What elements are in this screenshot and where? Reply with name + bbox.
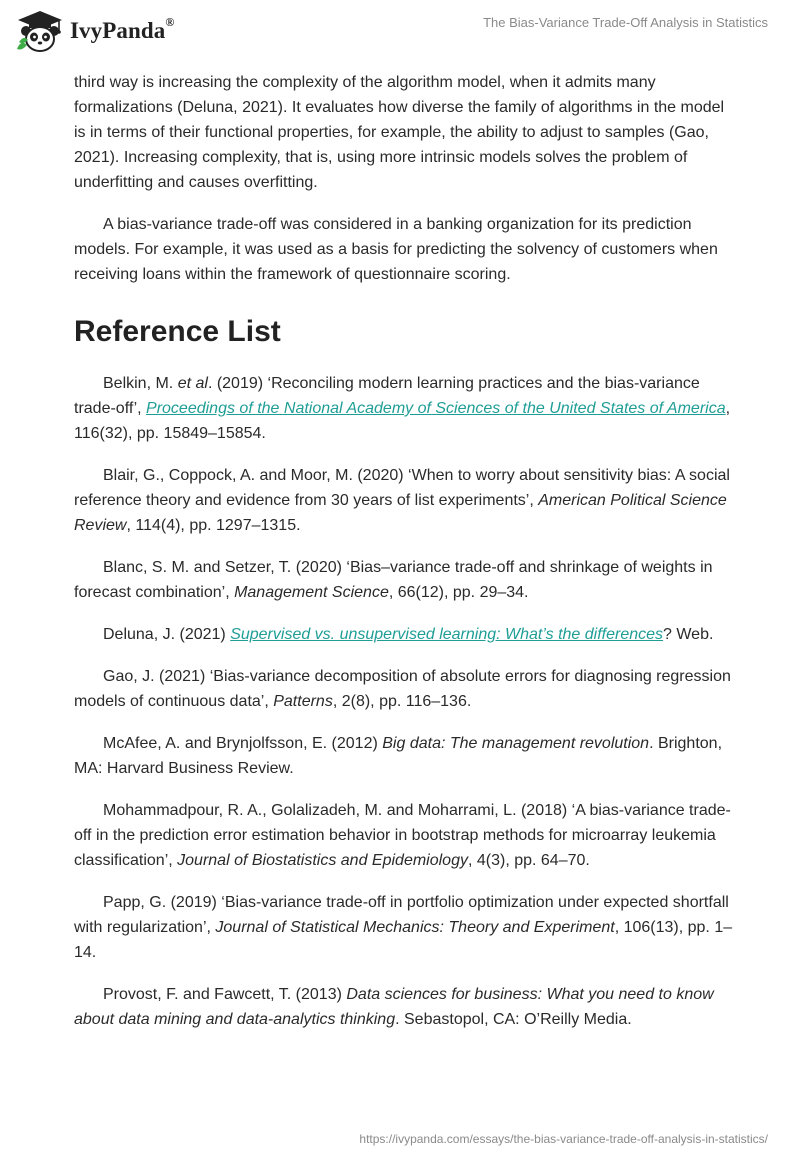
reference-list-heading: Reference List bbox=[74, 315, 281, 348]
reference-item: Papp, G. (2019) ‘Bias-variance trade-off in portfolio optimization under expected shortfall with regularization’, Journal of Statistical Mechanics: Theory and Experiment, 106(13), pp. 1–14. bbox=[74, 894, 733, 961]
essay-content bbox=[74, 70, 734, 1049]
reference-item: Provost, F. and Fawcett, T. (2013) Data sciences for business: What you need to know about data mining and data-analytics thinking. Sebastopol, CA: O’Reilly Media. bbox=[74, 986, 714, 1028]
reference-item: Deluna, J. (2021) Supervised vs. unsupervised learning: What’s the differences? Web. bbox=[103, 626, 714, 643]
reference-item: Blanc, S. M. and Setzer, T. (2020) ‘Bias–variance trade-off and shrinkage of weights in forecast combination’, Management Science, 66(12), pp. 29–34. bbox=[74, 559, 713, 601]
footer-url[interactable]: https://ivypanda.com/essays/the-bias-variance-trade-off-analysis-in-statistics/ bbox=[359, 1132, 768, 1146]
panda-graduate-icon bbox=[15, 9, 65, 53]
reference-item: Mohammadpour, R. A., Golalizadeh, M. and Moharrami, L. (2018) ‘A bias-variance trade-off in the prediction error estimation behavior in bootstrap methods for microarray leukemia classification’, Journal of Biostatistics and Epidemiology, 4(3), pp. 64–70. bbox=[74, 802, 731, 869]
reference-item: Belkin, M. et al. (2019) ‘Reconciling modern learning practices and the bias-variance trade-off’, Proceedings of the National Academy of Sciences of the United States of America, 116(32), pp. 15849–15854. bbox=[74, 375, 731, 442]
reference-link-deluna[interactable]: Supervised vs. unsupervised learning: What’s the differences bbox=[230, 626, 664, 643]
body-paragraph-1: third way is increasing the complexity of the algorithm model, when it admits many formalizations (Deluna, 2021). It evaluates how diverse the family of algorithms in the model is in terms of their functional properties, for example, the ability to adjust to samples (Gao, 2021). Increasing complexity, that is, using more intrinsic models solves the problem of underfitting and causes overfitting. bbox=[74, 74, 725, 191]
body-paragraph-2: A bias-variance trade-off was considered in a banking organization for its prediction models. For example, it was used as a basis for predicting the solvency of customers when receiving loans within the framework of questionnaire scoring. bbox=[74, 216, 718, 283]
reference-item: Blair, G., Coppock, A. and Moor, M. (2020) ‘When to worry about sensitivity bias: A social reference theory and evidence from 30 years of list experiments’, American Political Science Review, 114(4), pp. 1297–1315. bbox=[74, 467, 730, 534]
reference-item: McAfee, A. and Brynjolfsson, E. (2012) Big data: The management revolution. Brighton, MA: Harvard Business Review. bbox=[74, 735, 723, 777]
document-title: The Bias-Variance Trade-Off Analysis in Statistics bbox=[483, 15, 768, 30]
page-header bbox=[0, 0, 800, 66]
brand-name: IvyPanda® bbox=[70, 15, 175, 43]
reference-item: Gao, J. (2021) ‘Bias-variance decomposition of absolute errors for diagnosing regression models of continuous data’, Patterns, 2(8), pp. 116–136. bbox=[74, 668, 731, 710]
ivypanda-logo[interactable] bbox=[15, 9, 174, 53]
reference-link-pnas[interactable]: Proceedings of the National Academy of Sciences of the United States of America bbox=[146, 400, 726, 417]
